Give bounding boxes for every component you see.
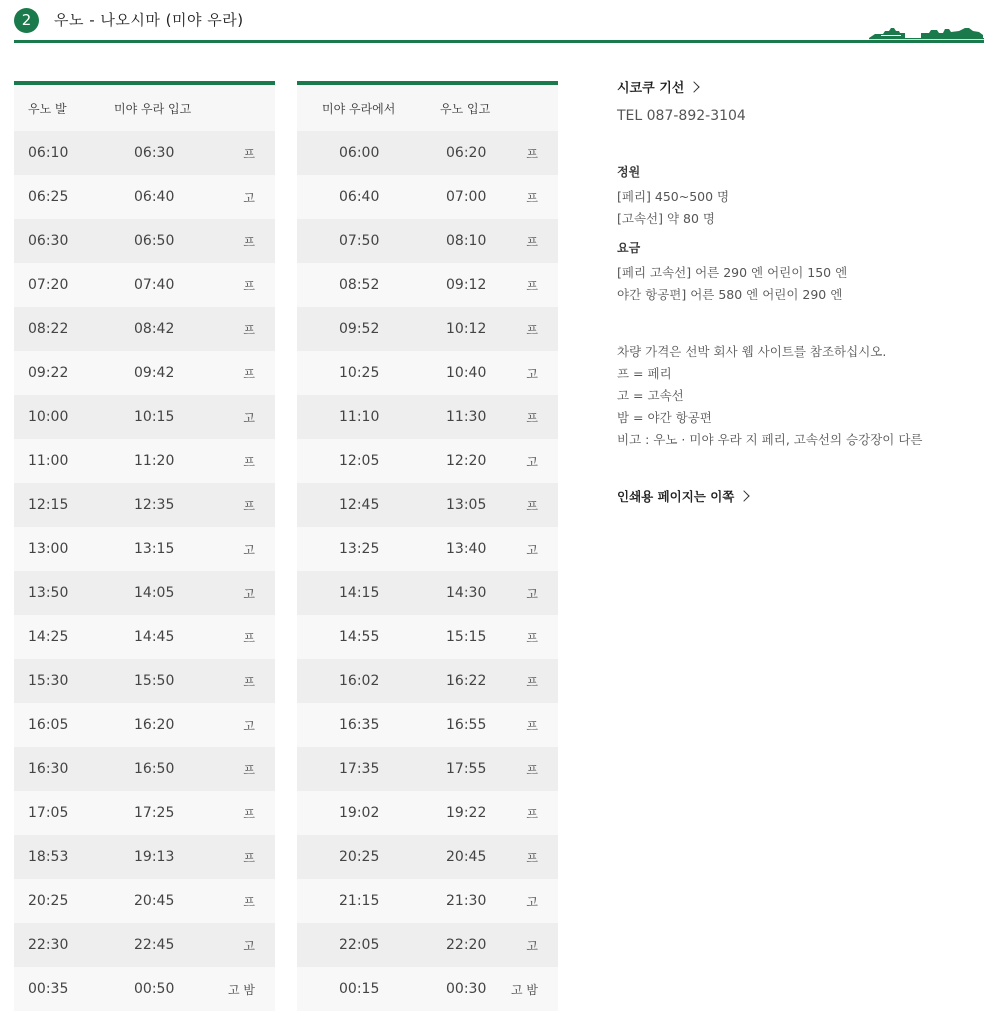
departure-time: 21:15: [339, 893, 380, 909]
table-row: [14, 879, 275, 923]
departure-time: 12:45: [339, 497, 380, 513]
table-row: [14, 571, 275, 615]
departure-time: 10:25: [339, 365, 380, 381]
departure-time: 12:05: [339, 453, 380, 469]
vessel-type: 프: [526, 191, 538, 205]
departure-time: 13:25: [339, 541, 380, 557]
table-row: [297, 439, 558, 483]
table-row: [14, 967, 275, 1011]
fare-line: [페리 고속선] 어른 290 엔 어린이 150 엔: [617, 265, 848, 280]
table-row: [14, 747, 275, 791]
note-line: 차량 가격은 선박 회사 웹 사이트를 참조하십시오.: [617, 344, 887, 359]
table-row: [14, 219, 275, 263]
vessel-type: 프: [243, 807, 255, 821]
vessel-type: 프: [526, 235, 538, 249]
arrival-time: 08:10: [446, 233, 487, 249]
departure-time: 18:53: [28, 849, 69, 865]
arrival-time: 10:12: [446, 321, 487, 337]
print-link-label: 인쇄용 페이지는 이쪽: [617, 489, 735, 504]
inbound-col-arrival: 우노 입고: [440, 102, 491, 116]
header-divider: [14, 40, 984, 43]
ships-silhouette-icon: [869, 20, 984, 42]
departure-time: 13:00: [28, 541, 69, 557]
table-row: [14, 835, 275, 879]
arrival-time: 21:30: [446, 893, 487, 909]
departure-time: 12:15: [28, 497, 69, 513]
table-row: [297, 923, 558, 967]
arrival-time: 22:20: [446, 937, 487, 953]
arrival-time: 16:20: [134, 717, 175, 733]
note-line: 프 = 페리: [617, 366, 672, 381]
arrival-time: 07:40: [134, 277, 175, 293]
departure-time: 08:52: [339, 277, 380, 293]
vessel-type: 프: [243, 895, 255, 909]
vessel-type: 프: [243, 763, 255, 777]
departure-time: 15:30: [28, 673, 69, 689]
route-number-badge: 2: [14, 8, 39, 33]
vessel-type: 프: [526, 411, 538, 425]
vessel-type: 프: [526, 279, 538, 293]
arrival-time: 19:13: [134, 849, 175, 865]
departure-time: 16:35: [339, 717, 380, 733]
vessel-type: 프: [526, 719, 538, 733]
company-link[interactable]: [617, 80, 698, 98]
note-line: 비고 : 우노 · 미야 우라 지 페리, 고속선의 승강장이 다른: [617, 432, 923, 447]
vessel-type: 고: [526, 455, 538, 469]
arrival-time: 22:45: [134, 937, 175, 953]
route-header: [14, 6, 984, 43]
inbound-table-body: [297, 131, 558, 1011]
departure-time: 08:22: [28, 321, 69, 337]
arrival-time: 12:20: [446, 453, 487, 469]
departure-time: 10:00: [28, 409, 69, 425]
arrival-time: 17:55: [446, 761, 487, 777]
departure-time: 11:00: [28, 453, 69, 469]
departure-time: 20:25: [339, 849, 380, 865]
vessel-type: 프: [526, 763, 538, 777]
vessel-type: 고: [243, 191, 255, 205]
table-row: [14, 351, 275, 395]
vessel-type: 프: [243, 323, 255, 337]
departure-time: 20:25: [28, 893, 69, 909]
table-row: [14, 659, 275, 703]
table-row: [14, 923, 275, 967]
arrival-time: 00:30: [446, 981, 487, 997]
departure-time: 17:05: [28, 805, 69, 821]
vessel-type: 고 밤: [228, 983, 255, 997]
note-line: 고 = 고속선: [617, 388, 684, 403]
departure-time: 09:22: [28, 365, 69, 381]
vessel-type: 프: [243, 851, 255, 865]
departure-time: 16:02: [339, 673, 380, 689]
departure-time: 07:20: [28, 277, 69, 293]
arrival-time: 09:12: [446, 277, 487, 293]
arrival-time: 00:50: [134, 981, 175, 997]
print-page-link[interactable]: [617, 488, 748, 506]
departure-time: 07:50: [339, 233, 380, 249]
table-row: [14, 703, 275, 747]
departure-time: 06:10: [28, 145, 69, 161]
table-row: [297, 571, 558, 615]
inbound-col-departure: 미야 우라에서: [322, 102, 396, 116]
arrival-time: 19:22: [446, 805, 487, 821]
table-row: [14, 791, 275, 835]
arrival-time: 20:45: [134, 893, 175, 909]
chevron-right-icon: [739, 490, 750, 501]
outbound-table-header: [14, 85, 275, 131]
outbound-table-body: [14, 131, 275, 1011]
arrival-time: 16:50: [134, 761, 175, 777]
arrival-time: 06:20: [446, 145, 487, 161]
table-row: [297, 307, 558, 351]
vessel-type: 고: [526, 895, 538, 909]
table-row: [14, 307, 275, 351]
fare-label: 요금: [617, 241, 641, 255]
outbound-col-departure: 우노 발: [28, 102, 67, 116]
inbound-table-header: [297, 85, 558, 131]
arrival-time: 14:05: [134, 585, 175, 601]
departure-time: 22:30: [28, 937, 69, 953]
arrival-time: 10:15: [134, 409, 175, 425]
departure-time: 16:30: [28, 761, 69, 777]
arrival-time: 09:42: [134, 365, 175, 381]
capacity-label: 정원: [617, 165, 641, 179]
arrival-time: 16:55: [446, 717, 487, 733]
arrival-time: 11:20: [134, 453, 175, 469]
arrival-time: 14:45: [134, 629, 175, 645]
table-row: [297, 483, 558, 527]
vessel-type: 고: [526, 543, 538, 557]
arrival-time: 07:00: [446, 189, 487, 205]
table-row: [14, 263, 275, 307]
table-row: [297, 527, 558, 571]
departure-time: 09:52: [339, 321, 380, 337]
vessel-type: 프: [526, 675, 538, 689]
inbound-timetable: [297, 81, 558, 1011]
table-row: [297, 967, 558, 1011]
table-row: [297, 131, 558, 175]
vessel-type: 프: [243, 675, 255, 689]
arrival-time: 13:05: [446, 497, 487, 513]
table-row: [14, 439, 275, 483]
note-line: 밤 = 야간 항공편: [617, 410, 712, 425]
departure-time: 06:00: [339, 145, 380, 161]
vessel-type: 프: [526, 499, 538, 513]
table-row: [297, 747, 558, 791]
arrival-time: 17:25: [134, 805, 175, 821]
table-row: [297, 703, 558, 747]
arrival-time: 06:40: [134, 189, 175, 205]
table-row: [14, 483, 275, 527]
arrival-time: 11:30: [446, 409, 487, 425]
arrival-time: 08:42: [134, 321, 175, 337]
departure-time: 06:30: [28, 233, 69, 249]
departure-time: 16:05: [28, 717, 69, 733]
table-row: [297, 835, 558, 879]
arrival-time: 06:30: [134, 145, 175, 161]
table-row: [297, 395, 558, 439]
departure-time: 00:35: [28, 981, 69, 997]
vessel-type: 프: [243, 631, 255, 645]
vessel-type: 고 밤: [511, 983, 538, 997]
arrival-time: 20:45: [446, 849, 487, 865]
departure-time: 22:05: [339, 937, 380, 953]
vessel-type: 고: [243, 939, 255, 953]
vessel-type: 프: [243, 235, 255, 249]
outbound-timetable: [14, 81, 275, 1011]
fare-line: 야간 항공편] 어른 580 엔 어린이 290 엔: [617, 287, 843, 302]
arrival-time: 13:40: [446, 541, 487, 557]
capacity-line: [페리] 450~500 명: [617, 189, 730, 204]
vessel-type: 프: [243, 367, 255, 381]
vessel-type: 프: [526, 807, 538, 821]
vessel-type: 프: [243, 499, 255, 513]
table-row: [297, 175, 558, 219]
departure-time: 06:25: [28, 189, 69, 205]
table-row: [297, 615, 558, 659]
vessel-type: 프: [526, 323, 538, 337]
table-row: [14, 131, 275, 175]
vessel-type: 프: [243, 455, 255, 469]
vessel-type: 고: [526, 939, 538, 953]
chevron-right-icon: [689, 81, 700, 92]
table-row: [14, 615, 275, 659]
vessel-type: 고: [243, 543, 255, 557]
table-row: [14, 527, 275, 571]
table-row: [14, 395, 275, 439]
table-row: [297, 219, 558, 263]
table-row: [297, 791, 558, 835]
departure-time: 13:50: [28, 585, 69, 601]
capacity-line: [고속선] 약 80 명: [617, 211, 715, 226]
departure-time: 14:55: [339, 629, 380, 645]
vessel-type: 고: [243, 587, 255, 601]
departure-time: 14:25: [28, 629, 69, 645]
arrival-time: 13:15: [134, 541, 175, 557]
departure-time: 17:35: [339, 761, 380, 777]
vessel-type: 고: [526, 587, 538, 601]
arrival-time: 14:30: [446, 585, 487, 601]
vessel-type: 프: [526, 147, 538, 161]
vessel-type: 프: [243, 147, 255, 161]
vessel-type: 고: [243, 719, 255, 733]
table-row: [297, 659, 558, 703]
table-row: [14, 175, 275, 219]
vessel-type: 고: [243, 411, 255, 425]
departure-time: 14:15: [339, 585, 380, 601]
departure-time: 00:15: [339, 981, 380, 997]
vessel-type: 고: [526, 367, 538, 381]
vessel-type: 프: [243, 279, 255, 293]
table-row: [297, 879, 558, 923]
route-title: 우노 - 나오시마 (미야 우라): [54, 11, 244, 29]
departure-time: 06:40: [339, 189, 380, 205]
company-phone: TEL 087-892-3104: [617, 108, 746, 124]
departure-time: 19:02: [339, 805, 380, 821]
arrival-time: 06:50: [134, 233, 175, 249]
arrival-time: 12:35: [134, 497, 175, 513]
company-name: 시코쿠 기선: [617, 81, 685, 96]
arrival-time: 15:15: [446, 629, 487, 645]
table-row: [297, 351, 558, 395]
outbound-col-arrival: 미야 우라 입고: [114, 102, 192, 116]
arrival-time: 10:40: [446, 365, 487, 381]
vessel-type: 프: [526, 631, 538, 645]
arrival-time: 15:50: [134, 673, 175, 689]
arrival-time: 16:22: [446, 673, 487, 689]
departure-time: 11:10: [339, 409, 380, 425]
vessel-type: 프: [526, 851, 538, 865]
table-row: [297, 263, 558, 307]
